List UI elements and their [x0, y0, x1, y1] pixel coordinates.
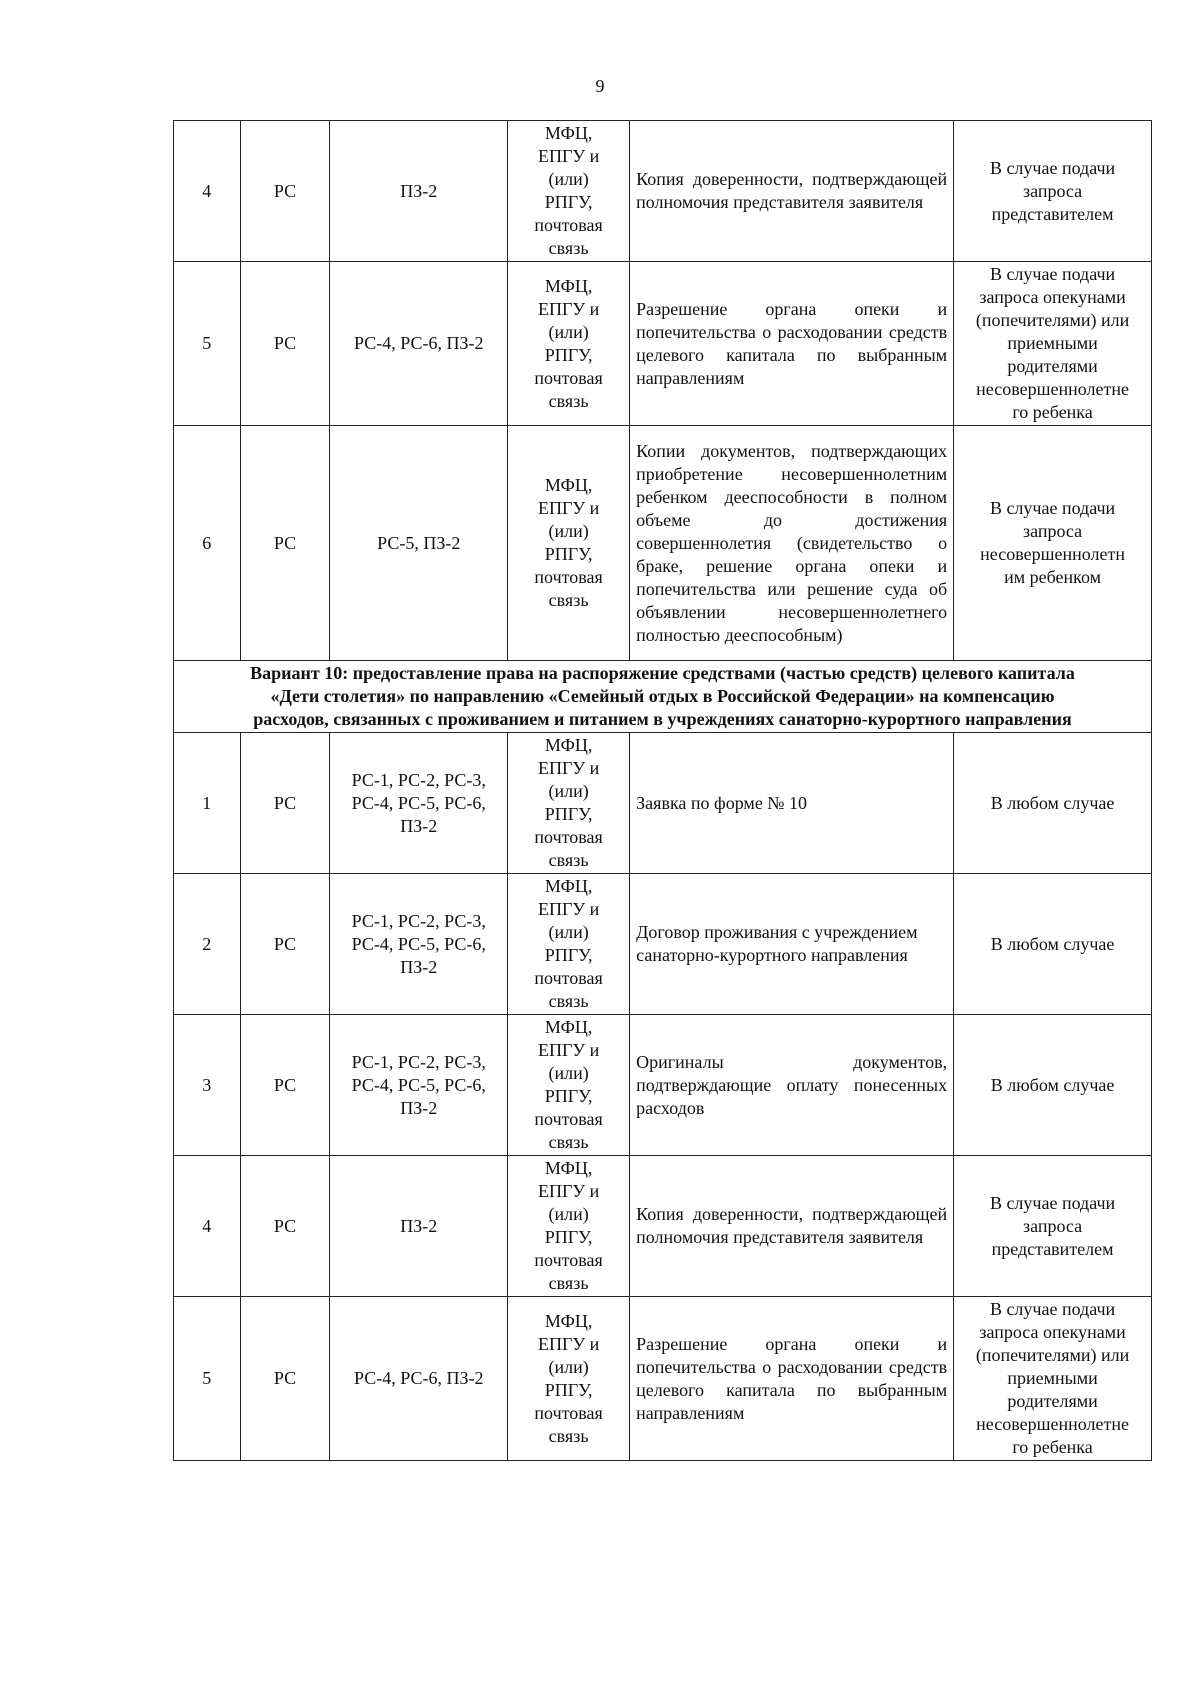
row-codes: РС-1, РС-2, РС-3, РС-4, РС-5, РС-6, ПЗ-2 — [330, 874, 508, 1015]
row-codes: РС-4, РС-6, ПЗ-2 — [330, 1297, 508, 1461]
row-condition: В случае подачи запроса представителем — [954, 121, 1152, 262]
variant-header-row — [174, 661, 1152, 733]
row-channel: МФЦ, ЕПГУ и (или) РПГУ, почтовая связь — [508, 121, 630, 262]
row-number: 2 — [174, 874, 241, 1015]
row-type: РС — [240, 121, 330, 262]
row-condition: В любом случае — [954, 874, 1152, 1015]
table-row — [174, 733, 1152, 874]
row-channel: МФЦ, ЕПГУ и (или) РПГУ, почтовая связь — [508, 1297, 630, 1461]
variant-header: Вариант 10: предоставление права на распоряжение средствами (частью средств) целевого капитала «Дети столетия» по направлению «Семейный отдых в Российской Федерации» на компенсацию расходов, связанных с проживанием и питанием в учреждениях санаторно-курортного направления — [174, 661, 1152, 733]
row-channel: МФЦ, ЕПГУ и (или) РПГУ, почтовая связь — [508, 426, 630, 661]
row-type: РС — [240, 426, 330, 661]
table-row — [174, 1015, 1152, 1156]
row-number: 5 — [174, 1297, 241, 1461]
row-condition: В любом случае — [954, 733, 1152, 874]
row-type: РС — [240, 1015, 330, 1156]
row-condition: В любом случае — [954, 1015, 1152, 1156]
row-type: РС — [240, 1297, 330, 1461]
row-channel: МФЦ, ЕПГУ и (или) РПГУ, почтовая связь — [508, 733, 630, 874]
row-type: РС — [240, 733, 330, 874]
table-row — [174, 426, 1152, 661]
table-row — [174, 262, 1152, 426]
row-number: 4 — [174, 121, 241, 262]
row-document: Копия доверенности, подтверждающей полномочия представителя заявителя — [630, 1156, 954, 1297]
table-row — [174, 874, 1152, 1015]
row-type: РС — [240, 874, 330, 1015]
row-document: Копия доверенности, подтверждающей полномочия представителя заявителя — [630, 121, 954, 262]
row-condition: В случае подачи запроса опекунами (попечителями) или приемными родителями несовершеннолетне го ребенка — [954, 262, 1152, 426]
row-document: Разрешение органа опеки и попечительства о расходовании средств целевого капитала по выбранным направлениям — [630, 1297, 954, 1461]
page-number: 9 — [595, 76, 605, 96]
row-document: Оригиналы документов, подтверждающие оплату понесенных расходов — [630, 1015, 954, 1156]
row-type: РС — [240, 262, 330, 426]
row-codes: РС-1, РС-2, РС-3, РС-4, РС-5, РС-6, ПЗ-2 — [330, 733, 508, 874]
row-codes: РС-5, ПЗ-2 — [330, 426, 508, 661]
row-type: РС — [240, 1156, 330, 1297]
row-codes: ПЗ-2 — [330, 121, 508, 262]
row-condition: В случае подачи запроса опекунами (попечителями) или приемными родителями несовершеннолетне го ребенка — [954, 1297, 1152, 1461]
row-number: 3 — [174, 1015, 241, 1156]
row-codes: РС-4, РС-6, ПЗ-2 — [330, 262, 508, 426]
row-document: Разрешение органа опеки и попечительства о расходовании средств целевого капитала по выбранным направлениям — [630, 262, 954, 426]
row-number: 4 — [174, 1156, 241, 1297]
row-number: 6 — [174, 426, 241, 661]
row-channel: МФЦ, ЕПГУ и (или) РПГУ, почтовая связь — [508, 874, 630, 1015]
table-row — [174, 121, 1152, 262]
row-number: 5 — [174, 262, 241, 426]
row-condition: В случае подачи запроса несовершеннолетн им ребенком — [954, 426, 1152, 661]
row-number: 1 — [174, 733, 241, 874]
row-channel: МФЦ, ЕПГУ и (или) РПГУ, почтовая связь — [508, 1015, 630, 1156]
table-row — [174, 1297, 1152, 1461]
documents-table — [173, 120, 1152, 1461]
row-condition: В случае подачи запроса представителем — [954, 1156, 1152, 1297]
table-row — [174, 1156, 1152, 1297]
row-document: Копии документов, подтверждающих приобретение несовершеннолетним ребенком дееспособности в полном объеме до достижения совершеннолетия (свидетельство о браке, решение органа опеки и попечительства или решение суда об объявлении несовершеннолетнего полностью дееспособным) — [630, 426, 954, 661]
row-codes: ПЗ-2 — [330, 1156, 508, 1297]
row-channel: МФЦ, ЕПГУ и (или) РПГУ, почтовая связь — [508, 262, 630, 426]
row-codes: РС-1, РС-2, РС-3, РС-4, РС-5, РС-6, ПЗ-2 — [330, 1015, 508, 1156]
row-document: Договор проживания с учреждением санаторно-курортного направления — [630, 874, 954, 1015]
row-channel: МФЦ, ЕПГУ и (или) РПГУ, почтовая связь — [508, 1156, 630, 1297]
row-document: Заявка по форме № 10 — [630, 733, 954, 874]
